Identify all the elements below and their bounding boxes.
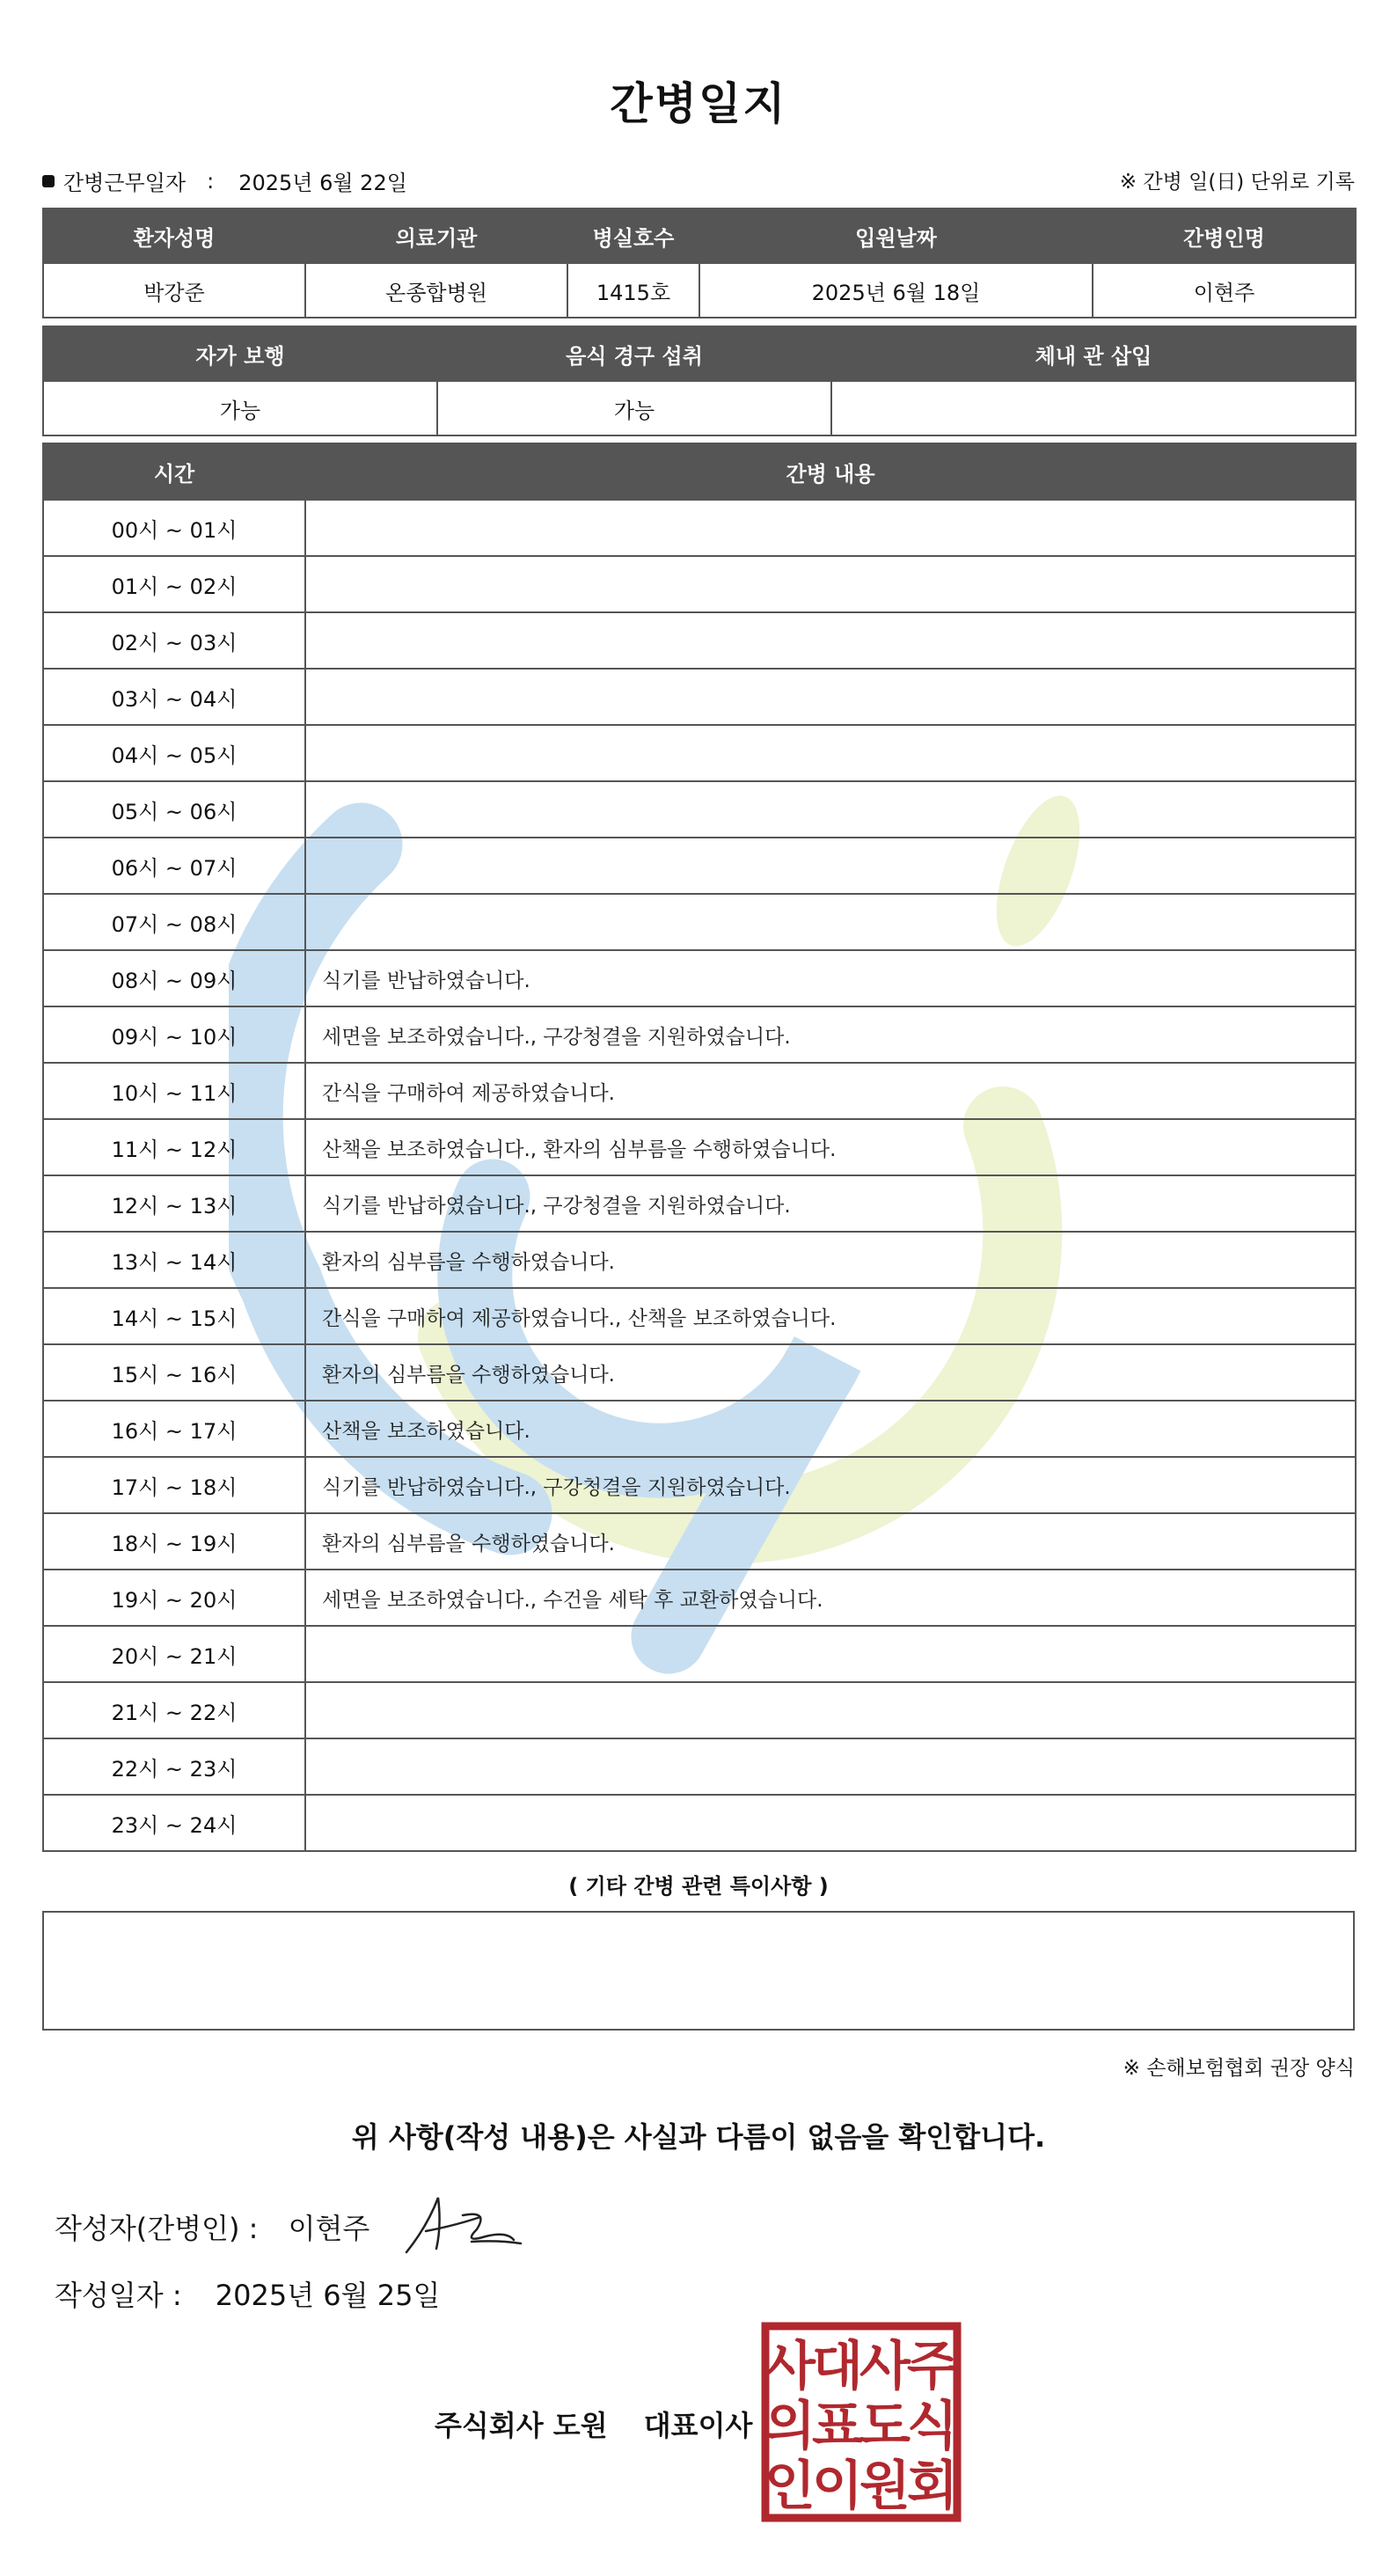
self-walking-header: 자가 보행 (43, 326, 437, 381)
time-slot: 16시 ~ 17시 (43, 1401, 305, 1457)
square-bullet-icon (42, 175, 55, 187)
care-content (305, 725, 1356, 781)
care-content (305, 1738, 1356, 1795)
table-row (43, 500, 1356, 556)
work-date-line (42, 165, 407, 196)
svg-text:회: 회 (907, 2455, 958, 2517)
time-slot: 00시 ~ 01시 (43, 500, 305, 556)
table-row (43, 838, 1356, 894)
table-row (43, 1063, 1356, 1119)
time-slot: 03시 ~ 04시 (43, 669, 305, 725)
table-row (43, 1006, 1356, 1063)
table-row (43, 1119, 1356, 1175)
care-content (305, 500, 1356, 556)
svg-text:도: 도 (859, 2396, 911, 2457)
notes-title: ( 기타 간병 관련 특이사항 ) (568, 1874, 829, 1899)
svg-text:사: 사 (859, 2336, 911, 2397)
time-slot: 19시 ~ 20시 (43, 1570, 305, 1626)
admission-date-header: 입원날짜 (699, 209, 1093, 263)
time-slot: 15시 ~ 16시 (43, 1344, 305, 1401)
table-row (43, 1626, 1356, 1682)
care-log-table (42, 443, 1357, 1852)
care-content (305, 1682, 1356, 1738)
svg-text:인: 인 (764, 2455, 816, 2517)
care-content: 세면을 보조하였습니다., 구강청결을 지원하였습니다. (305, 1006, 1356, 1063)
time-slot: 10시 ~ 11시 (43, 1063, 305, 1119)
confirmation-statement: 위 사항(작성 내용)은 사실과 다름이 없음을 확인합니다. (351, 2120, 1046, 2154)
svg-text:사: 사 (764, 2336, 816, 2397)
care-content: 식기를 반납하였습니다., 구강청결을 지원하였습니다. (305, 1175, 1356, 1232)
tube-insertion-value (831, 381, 1356, 435)
svg-text:표: 표 (812, 2396, 863, 2457)
time-slot: 22시 ~ 23시 (43, 1738, 305, 1795)
table-row (43, 1570, 1356, 1626)
table-row (43, 669, 1356, 725)
time-header: 시간 (43, 443, 305, 500)
room-header: 병실호수 (567, 209, 699, 263)
care-content: 산책을 보조하였습니다., 환자의 심부름을 수행하였습니다. (305, 1119, 1356, 1175)
care-content: 간식을 구매하여 제공하였습니다. (305, 1063, 1356, 1119)
caregiver-name-header: 간병인명 (1093, 209, 1356, 263)
table-row (43, 612, 1356, 669)
company-seal-icon (760, 2321, 962, 2523)
table-row (43, 1457, 1356, 1513)
page-title: 간병일지 (610, 78, 787, 129)
patient-info-table (42, 208, 1357, 318)
table-row (43, 1795, 1356, 1851)
table-row (43, 326, 1356, 381)
company-role: 대표이사 (643, 2409, 753, 2442)
care-content (305, 781, 1356, 838)
care-content (305, 1626, 1356, 1682)
care-content (305, 556, 1356, 612)
hospital-name: 온종합병원 (305, 263, 567, 318)
care-content (305, 612, 1356, 669)
time-slot: 02시 ~ 03시 (43, 612, 305, 669)
time-slot: 14시 ~ 15시 (43, 1288, 305, 1344)
table-row (43, 263, 1356, 318)
time-slot: 01시 ~ 02시 (43, 556, 305, 612)
self-walking-value: 가능 (43, 381, 437, 435)
tube-insertion-header: 체내 관 삽입 (831, 326, 1356, 381)
written-date-value: 2025년 6월 25일 (215, 2279, 441, 2312)
written-date-line (55, 2273, 440, 2314)
care-content: 환자의 심부름을 수행하였습니다. (305, 1232, 1356, 1288)
svg-text:의: 의 (764, 2396, 816, 2457)
time-slot: 17시 ~ 18시 (43, 1457, 305, 1513)
source-note: ※ 손해보험협회 권장 양식 (1123, 2057, 1355, 2080)
table-row (43, 1401, 1356, 1457)
signature-icon (401, 2191, 524, 2261)
work-date-colon: : (207, 168, 215, 194)
care-content-header: 간병 내용 (305, 443, 1356, 500)
patient-name: 박강준 (43, 263, 305, 318)
care-content: 환자의 심부름을 수행하였습니다. (305, 1344, 1356, 1401)
time-slot: 11시 ~ 12시 (43, 1119, 305, 1175)
care-content (305, 669, 1356, 725)
svg-text:원: 원 (859, 2455, 911, 2517)
svg-text:대: 대 (812, 2336, 863, 2397)
care-content: 환자의 심부름을 수행하였습니다. (305, 1513, 1356, 1570)
table-row (43, 725, 1356, 781)
company-name: 주식회사 도원 (435, 2409, 608, 2442)
written-date-label: 작성일자 : (55, 2279, 182, 2312)
table-row (43, 781, 1356, 838)
table-row (43, 1513, 1356, 1570)
company-line (435, 2404, 752, 2444)
notes-box (42, 1911, 1355, 2031)
daily-record-note: ※ 간병 일(日) 단위로 기록 (1119, 171, 1355, 194)
time-slot: 08시 ~ 09시 (43, 950, 305, 1006)
time-slot: 05시 ~ 06시 (43, 781, 305, 838)
caregiver-name: 이현주 (1093, 263, 1356, 318)
care-content: 간식을 구매하여 제공하였습니다., 산책을 보조하였습니다. (305, 1288, 1356, 1344)
table-row (43, 1738, 1356, 1795)
table-row (43, 381, 1356, 435)
table-row (43, 1232, 1356, 1288)
care-content (305, 838, 1356, 894)
table-row (43, 556, 1356, 612)
hospital-header: 의료기관 (305, 209, 567, 263)
care-content: 세면을 보조하였습니다., 수건을 세탁 후 교환하였습니다. (305, 1570, 1356, 1626)
room-number: 1415호 (567, 263, 699, 318)
care-content: 식기를 반납하였습니다. (305, 950, 1356, 1006)
time-slot: 20시 ~ 21시 (43, 1626, 305, 1682)
oral-intake-header: 음식 경구 섭취 (437, 326, 831, 381)
svg-text:이: 이 (812, 2455, 863, 2517)
care-content: 산책을 보조하였습니다. (305, 1401, 1356, 1457)
time-slot: 13시 ~ 14시 (43, 1232, 305, 1288)
patient-name-header: 환자성명 (43, 209, 305, 263)
table-row (43, 950, 1356, 1006)
table-row (43, 1175, 1356, 1232)
time-slot: 12시 ~ 13시 (43, 1175, 305, 1232)
time-slot: 09시 ~ 10시 (43, 1006, 305, 1063)
oral-intake-value: 가능 (437, 381, 831, 435)
writer-name: 이현주 (288, 2212, 370, 2245)
writer-line (55, 2206, 369, 2247)
table-row (43, 894, 1356, 950)
care-content (305, 894, 1356, 950)
table-row (43, 209, 1356, 263)
admission-date: 2025년 6월 18일 (699, 263, 1093, 318)
time-slot: 07시 ~ 08시 (43, 894, 305, 950)
time-slot: 04시 ~ 05시 (43, 725, 305, 781)
table-row (43, 443, 1356, 500)
svg-text:주: 주 (907, 2336, 958, 2397)
table-row (43, 1682, 1356, 1738)
table-row (43, 1288, 1356, 1344)
time-slot: 21시 ~ 22시 (43, 1682, 305, 1738)
care-content: 식기를 반납하였습니다., 구강청결을 지원하였습니다. (305, 1457, 1356, 1513)
work-date-label: 간병근무일자 (63, 171, 187, 195)
patient-status-table (42, 326, 1357, 436)
time-slot: 06시 ~ 07시 (43, 838, 305, 894)
care-content (305, 1795, 1356, 1851)
table-row (43, 1344, 1356, 1401)
time-slot: 23시 ~ 24시 (43, 1795, 305, 1851)
writer-label: 작성자(간병인) : (55, 2212, 259, 2245)
time-slot: 18시 ~ 19시 (43, 1513, 305, 1570)
svg-text:식: 식 (907, 2396, 958, 2457)
work-date-value: 2025년 6월 22일 (238, 171, 407, 195)
